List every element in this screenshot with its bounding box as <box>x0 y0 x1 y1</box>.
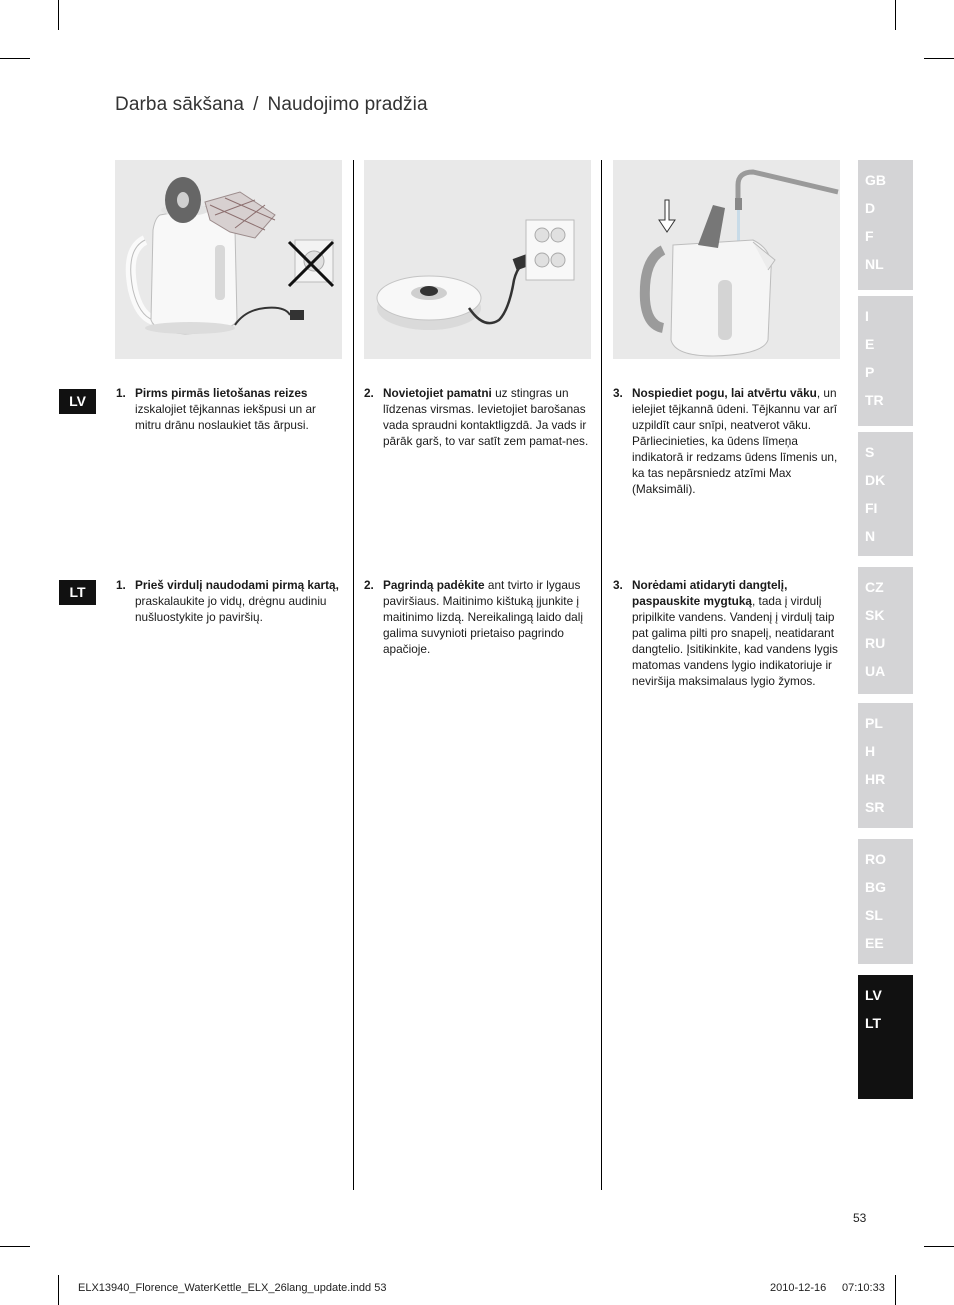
lang-tab-group[interactable] <box>858 703 913 828</box>
step-number: 2. <box>364 578 374 592</box>
step-heading: Pirms pirmās lietošanas reizes <box>135 386 308 400</box>
lang-tab[interactable]: D <box>865 200 876 216</box>
step-lv-3 <box>613 385 841 497</box>
lang-tab[interactable]: EE <box>865 935 884 951</box>
lang-tab-group[interactable] <box>858 160 913 290</box>
lang-badge-lv: LV <box>59 389 96 414</box>
step-lt-3 <box>613 577 841 689</box>
crop-mark <box>924 1246 954 1247</box>
lang-tab[interactable]: DK <box>865 472 886 488</box>
illustration-filling-kettle <box>613 160 840 359</box>
step-heading: Pagrindą padėkite <box>383 578 485 592</box>
lang-tab[interactable]: HR <box>865 771 886 787</box>
lang-tab-active[interactable]: LV <box>865 987 882 1003</box>
slug-time: 07:10:33 <box>842 1282 885 1294</box>
lang-tab[interactable]: UA <box>865 663 886 679</box>
lang-tab[interactable]: E <box>865 336 875 352</box>
step-heading: Prieš virdulį naudodami pirmą kartą, <box>135 578 339 592</box>
step-lv-2 <box>364 385 592 449</box>
lang-tab[interactable]: SL <box>865 907 883 923</box>
step-text: , un ielejiet tējkannā ūdeni. Tējkannu var arī uzpildīt caur snīpi, neatverot vāku. Pārliecinieties, ka ūdens līmeņa indikatorā ir redzams ūdens līmenis un, ka tas nepārsniedz atzīmi Max (Maksimāli). <box>632 386 838 496</box>
crop-mark <box>895 0 896 30</box>
lang-tab[interactable]: N <box>865 528 876 544</box>
crop-mark <box>58 1275 59 1305</box>
slug-date: 2010-12-16 <box>770 1282 827 1294</box>
step-lv-1 <box>116 385 344 433</box>
step-number: 1. <box>116 578 126 592</box>
page-title <box>115 94 428 116</box>
step-heading: Norėdami atidaryti dangtelį, paspauskite mygtuką <box>632 578 788 608</box>
lang-badge-lt: LT <box>59 580 96 605</box>
step-text: izskalojiet tējkannas iekšpusi un ar mitru drānu noslaukiet tās ārpusi. <box>135 402 316 432</box>
lang-tab[interactable]: GB <box>865 172 886 188</box>
lang-tab[interactable]: H <box>865 743 876 759</box>
lang-tab-group[interactable] <box>858 567 913 694</box>
lang-tab[interactable]: SK <box>865 607 885 623</box>
step-number: 3. <box>613 578 623 592</box>
step-text: ant tvirto ir lygaus paviršiaus. Maitinimo kištuką įjunkite į maitinimo lizdą. Nereikalingą laido dalį galima suvynioti prietaiso pagrindo apačioje. <box>383 578 583 656</box>
crop-mark <box>58 0 59 30</box>
lang-tab[interactable]: S <box>865 444 875 460</box>
slug-filename: ELX13940_Florence_WaterKettle_ELX_26lang_update.indd 53 <box>78 1282 387 1294</box>
step-number: 1. <box>116 386 126 400</box>
step-lt-2 <box>364 577 592 657</box>
title-lv: Darba sākšana <box>115 94 245 115</box>
crop-mark <box>0 1246 30 1247</box>
lang-tab[interactable]: F <box>865 228 874 244</box>
page-number: 53 <box>853 1211 867 1225</box>
column-divider <box>353 160 354 1190</box>
lang-tab-group[interactable] <box>858 296 913 426</box>
lang-tab[interactable]: SR <box>865 799 885 815</box>
step-heading: Novietojiet pamatni <box>383 386 492 400</box>
lang-tab[interactable]: BG <box>865 879 886 895</box>
title-separator: / <box>253 94 259 115</box>
crop-mark <box>895 1275 896 1305</box>
lang-tab[interactable]: PL <box>865 715 883 731</box>
lang-tab[interactable]: RO <box>865 851 886 867</box>
title-lt: Naudojimo pradžia <box>267 94 428 115</box>
lang-tab-group[interactable] <box>858 839 913 964</box>
lang-tab[interactable]: TR <box>865 392 884 408</box>
lang-tab-active[interactable]: LT <box>865 1015 882 1031</box>
column-divider <box>601 160 602 1190</box>
illustration-cleaning-kettle <box>115 160 342 359</box>
step-text: praskalaukite jo vidų, drėgnu audiniu nušluostykite jo paviršių. <box>135 594 327 624</box>
lang-tab[interactable]: FI <box>865 500 878 516</box>
lang-tab[interactable]: P <box>865 364 875 380</box>
step-number: 2. <box>364 386 374 400</box>
lang-tab-group[interactable] <box>858 432 913 556</box>
step-heading: Nospiediet pogu, lai atvērtu vāku <box>632 386 817 400</box>
lang-tab[interactable]: NL <box>865 256 884 272</box>
lang-tab[interactable]: RU <box>865 635 886 651</box>
crop-mark <box>924 58 954 59</box>
lang-tab[interactable]: I <box>865 308 869 324</box>
step-text: , tada į virdulį pripilkite vandens. Vandenį į virdulį taip pat galima pilti pro snapelį, neatidarant dangtelio. Įsitikinkite, kad vandens lygis matomas vandens lygio indikatoriuje ir neviršija maksimalaus lygio žymos. <box>632 594 838 688</box>
crop-mark <box>0 58 30 59</box>
lang-tab[interactable]: CZ <box>865 579 884 595</box>
illustration-base-plugged <box>364 160 591 359</box>
step-lt-1 <box>116 577 344 625</box>
step-number: 3. <box>613 386 623 400</box>
step-text: uz stingras un līdzenas virsmas. Ievietojiet barošanas vada spraudni kontaktligzdā. Ja vads ir pārāk garš, to var satīt zem pamat-nes. <box>383 386 589 448</box>
lang-tab-group-active[interactable] <box>858 975 913 1099</box>
